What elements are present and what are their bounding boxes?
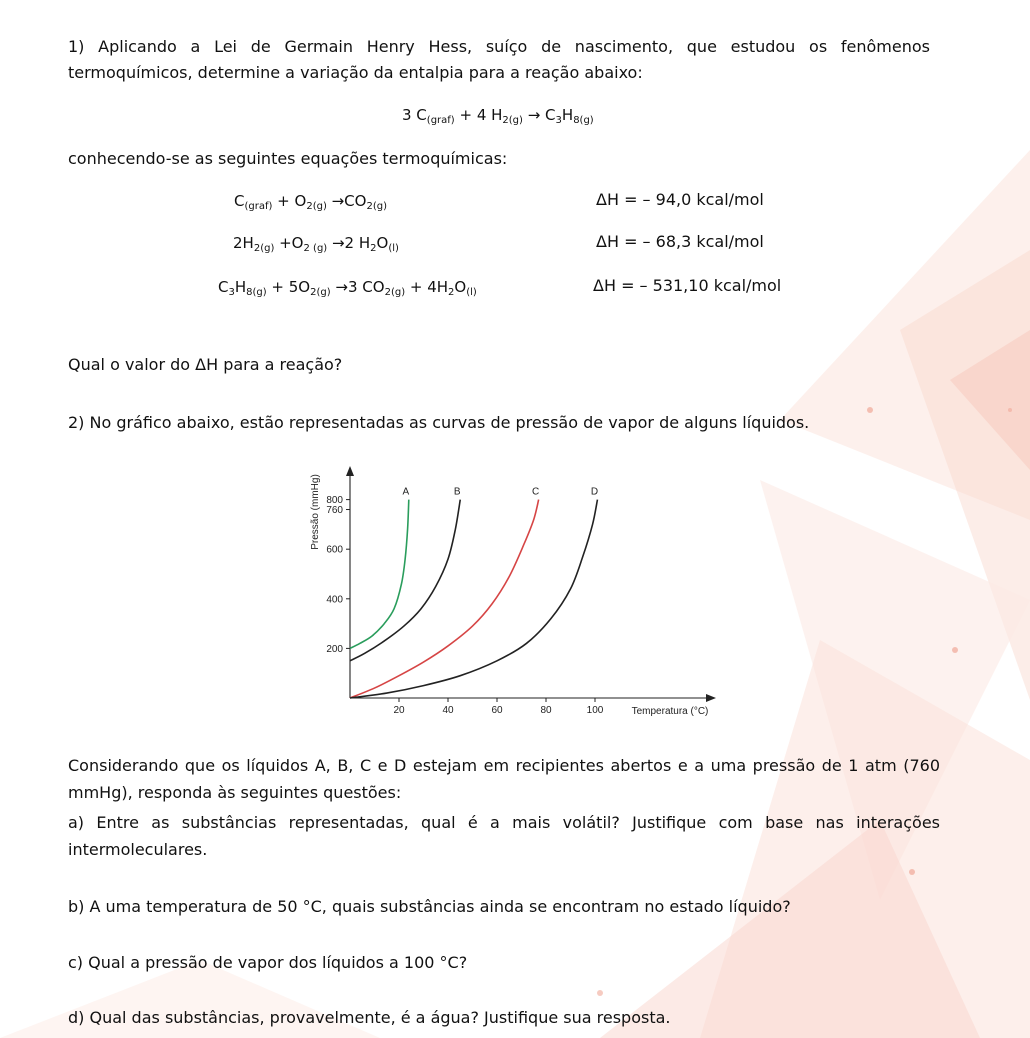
x-tick-label: 40 xyxy=(442,705,454,716)
x-tick-label: 20 xyxy=(393,705,405,716)
main-reaction: 3 $C_{(graf)} + 4$ $H_{2(g)} \to C_3H_{8(g)}$ xyxy=(402,106,594,126)
vapor-pressure-chart xyxy=(300,462,730,722)
x-tick-label: 80 xyxy=(540,705,552,716)
q2-a-line2: intermoleculares. xyxy=(68,840,208,859)
curve-label-a: A xyxy=(402,486,410,498)
y-tick-label: 400 xyxy=(326,594,343,606)
x-tick-label: 100 xyxy=(586,705,604,716)
curve-c xyxy=(350,500,539,698)
curve-a xyxy=(350,500,409,649)
y-tick-label: 600 xyxy=(326,544,343,556)
y-tick-label: 760 xyxy=(326,505,343,517)
q2-consider-line1: Considerando que os líquidos A, B, C e D estejam em recipientes abertos e a uma pressão de 1 atm (760 xyxy=(68,756,940,775)
q1-line2: termoquímicos, determine a variação da entalpia para a reação abaixo: xyxy=(68,63,643,82)
q1-intro: conhecendo-se as seguintes equações termoquímicas: xyxy=(68,149,508,168)
y-axis-label: Pressão (mmHg) xyxy=(310,474,321,550)
curve-d xyxy=(350,500,597,698)
y-tick-label: 800 xyxy=(326,495,343,507)
q1-line1: 1) Aplicando a Lei de Germain Henry Hess, suíço de nascimento, que estudou os fenômenos xyxy=(68,37,930,56)
equation-2-dh: ΔH = – 68,3 kcal/mol xyxy=(596,232,764,251)
x-axis-arrow xyxy=(706,694,716,702)
q1-question: Qual o valor do ΔH para a reação? xyxy=(68,355,343,374)
equation-2: $2H_{2(g)} +O_{2 (g)} \to 2$ $H_2O_{(l)}$ xyxy=(233,234,399,254)
q2-b: b) A uma temperatura de 50 °C, quais substâncias ainda se encontram no estado líquido? xyxy=(68,897,791,916)
equation-3-dh: ΔH = – 531,10 kcal/mol xyxy=(593,276,782,295)
q2-consider-line2: mmHg), responda às seguintes questões: xyxy=(68,783,402,802)
equation-3: $C_3H_{8(g)} + 5O_{2(g)} \to 3$ $CO_{2(g)} + 4H_2O_{(l)}$ xyxy=(218,278,477,298)
q2-d: d) Qual das substâncias, provavelmente, é a água? Justifique sua resposta. xyxy=(68,1008,671,1027)
x-axis-label: Temperatura (°C) xyxy=(631,706,709,717)
q2-a-line1: a) Entre as substâncias representadas, qual é a mais volátil? Justifique com base nas interações xyxy=(68,813,940,832)
curve-label-b: B xyxy=(453,486,461,498)
equation-1: $C_{(graf)} + O_{2(g)} \to CO_{2(g)}$ xyxy=(234,192,387,212)
curve-label-d: D xyxy=(590,486,599,498)
curve-label-c: C xyxy=(532,486,540,498)
y-axis-arrow xyxy=(346,466,354,476)
curve-b xyxy=(350,500,460,661)
y-tick-label: 200 xyxy=(326,643,343,655)
q2-intro: 2) No gráfico abaixo, estão representadas as curvas de pressão de vapor de alguns líquidos. xyxy=(68,413,810,432)
equation-1-dh: ΔH = – 94,0 kcal/mol xyxy=(596,190,764,209)
x-tick-label: 60 xyxy=(491,705,503,716)
q2-c: c) Qual a pressão de vapor dos líquidos a 100 °C? xyxy=(68,953,468,972)
